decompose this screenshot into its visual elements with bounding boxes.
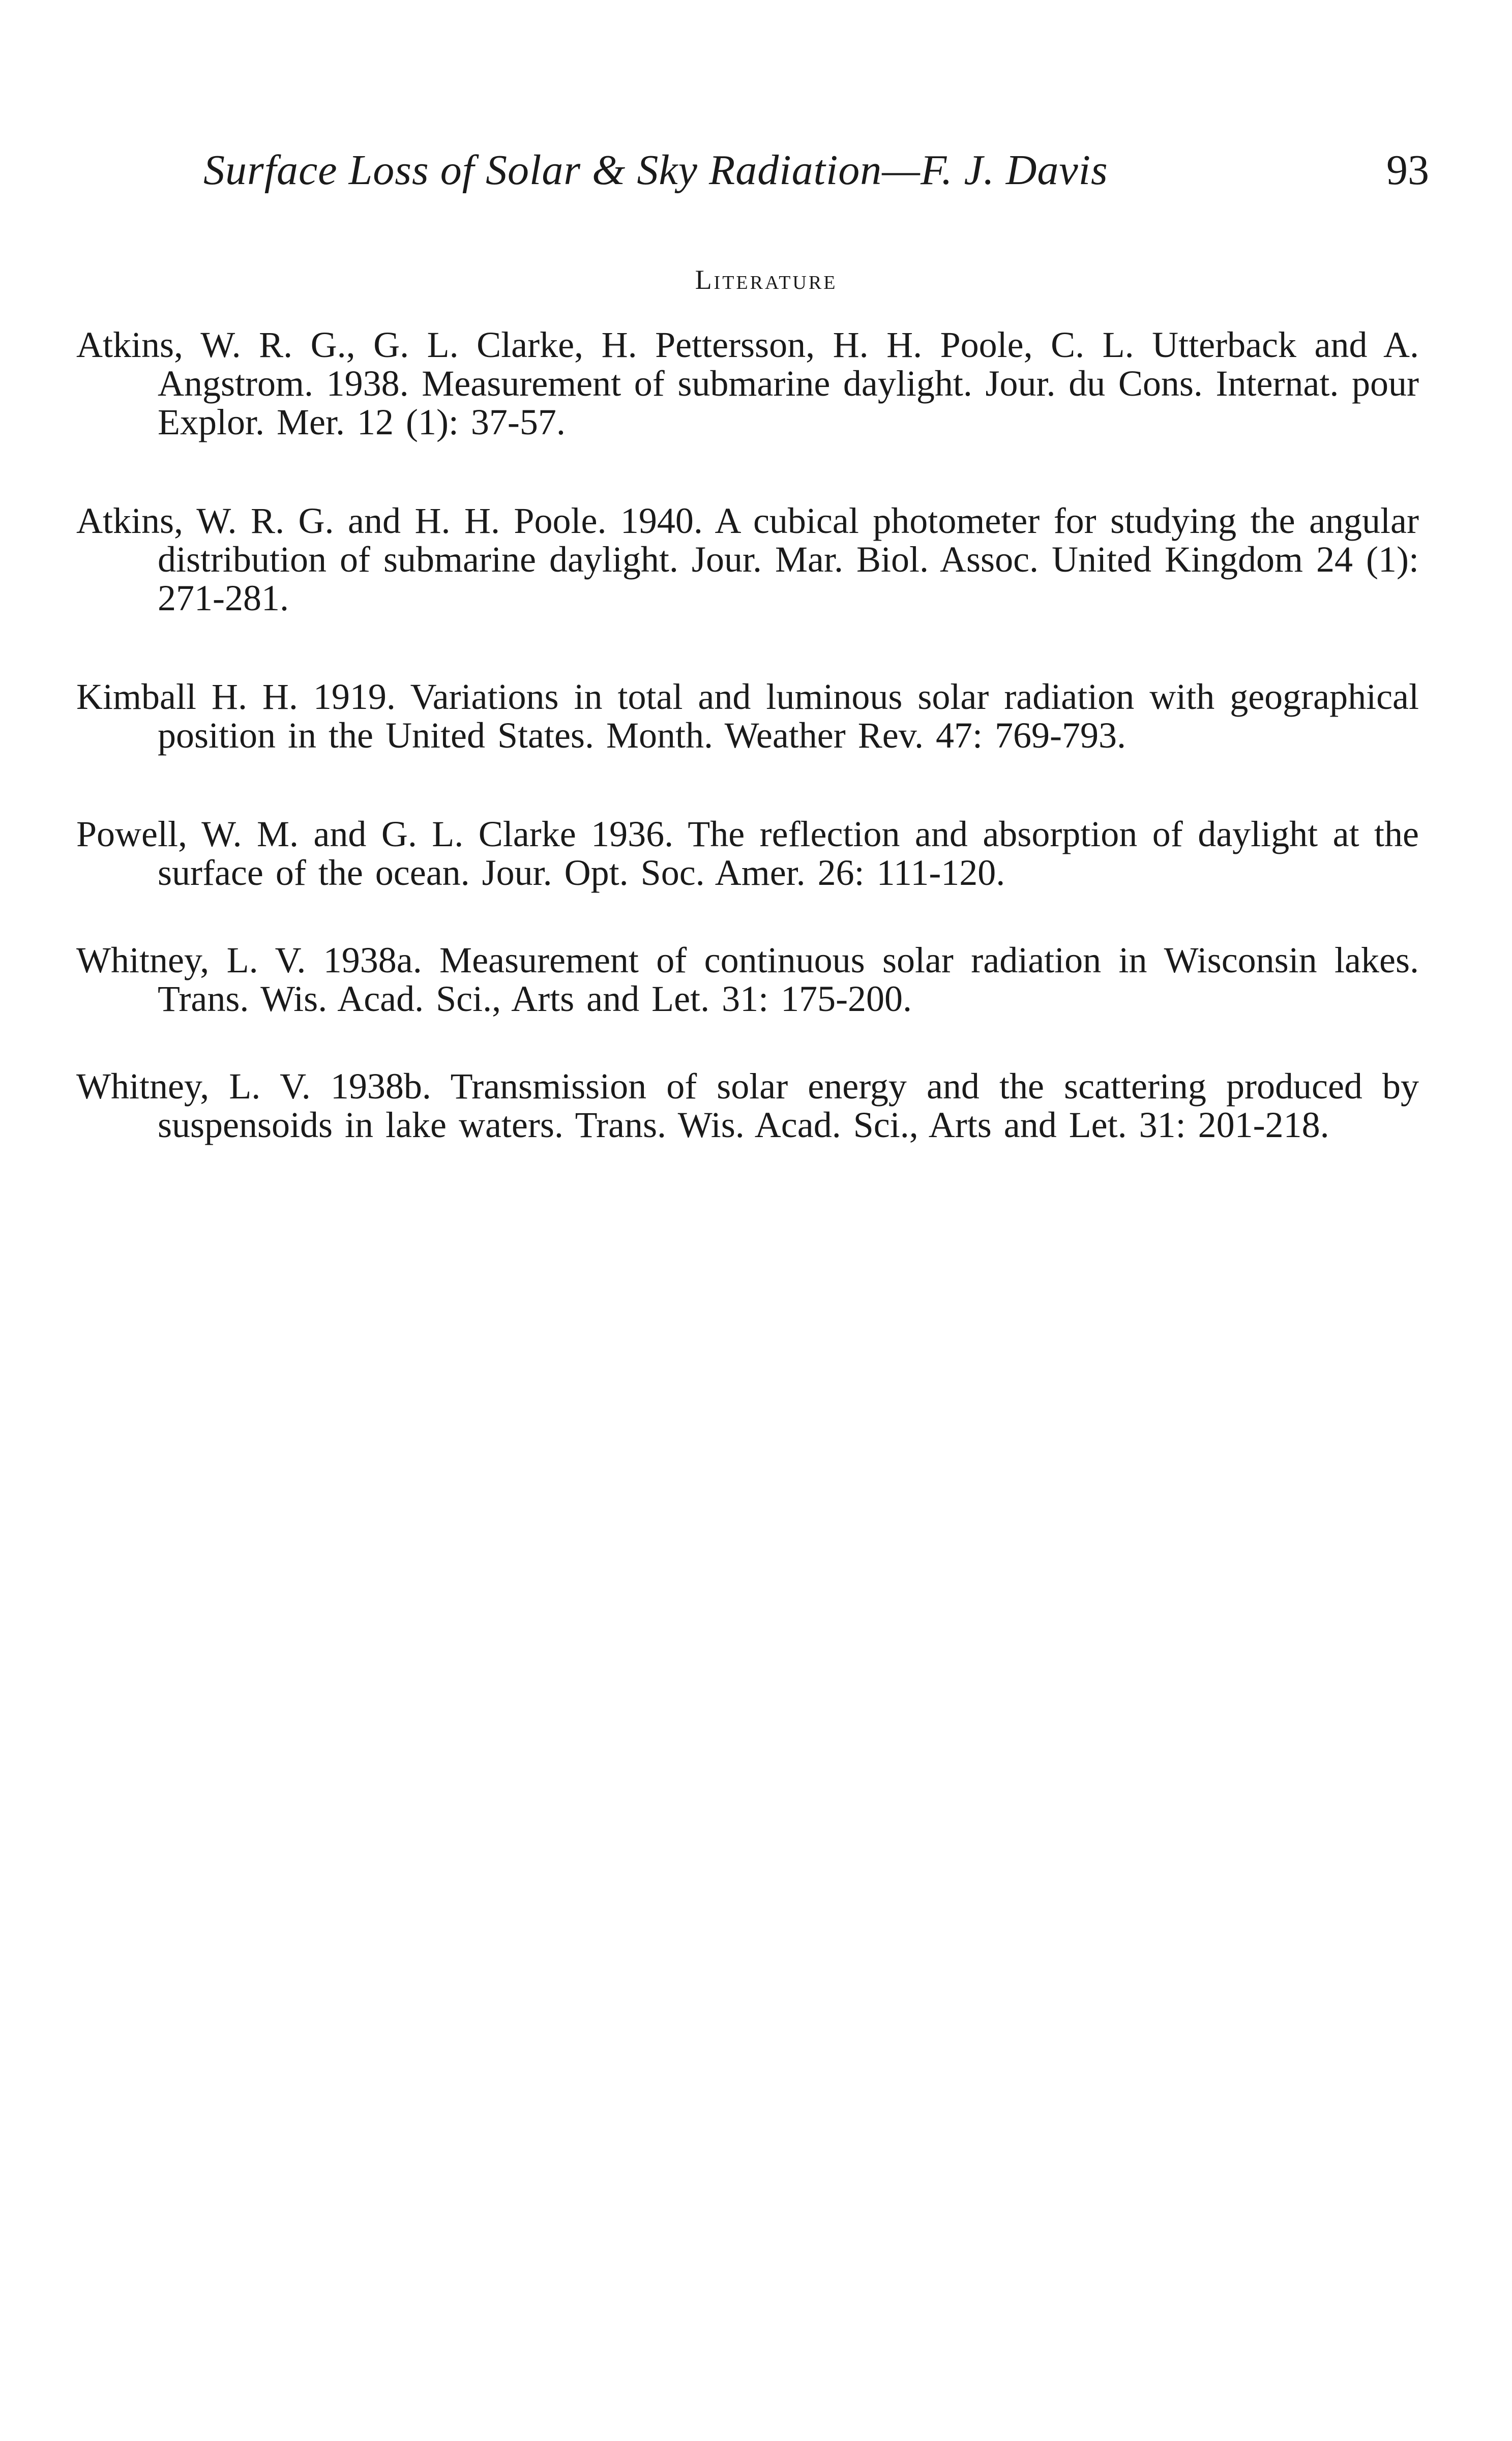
reference-list <box>76 325 1419 1204</box>
running-head <box>193 142 1429 198</box>
reference-entry: Atkins, W. R. G., G. L. Clarke, H. Pettersson, H. H. Poole, C. L. Utterback and A. Angstrom. 1938. Measurement of submarine daylight. Jour. du Cons. Internat. pour Explor. Mer. 12 (1): 37-57. <box>76 324 1419 442</box>
reference-entry: Whitney, L. V. 1938b. Transmission of solar energy and the scattering produced by suspensoids in lake waters. Trans. Wis. Acad. Sci., Arts and Let. 31: 201-218. <box>76 1066 1419 1145</box>
reference-entry: Atkins, W. R. G. and H. H. Poole. 1940. A cubical photometer for studying the angular distribution of submarine daylight. Jour. Mar. Biol. Assoc. United Kingdom 24 (1): 271-281. <box>76 500 1419 618</box>
section-heading: Literature <box>695 264 838 295</box>
reference-entry: Powell, W. M. and G. L. Clarke 1936. The reflection and absorption of daylight at the surface of the ocean. Jour. Opt. Soc. Amer. 26: 111-120. <box>76 814 1419 893</box>
running-title: Surface Loss of Solar & Sky Radiation—F. J. Davis <box>203 146 1108 194</box>
reference-entry: Kimball H. H. 1919. Variations in total and luminous solar radiation with geographical position in the United States. Month. Weather Rev. 47: 769-793. <box>76 676 1419 756</box>
page-number: 93 <box>1386 146 1429 194</box>
reference-entry: Whitney, L. V. 1938a. Measurement of continuous solar radiation in Wisconsin lakes. Trans. Wis. Acad. Sci., Arts and Let. 31: 175-200. <box>76 940 1419 1019</box>
